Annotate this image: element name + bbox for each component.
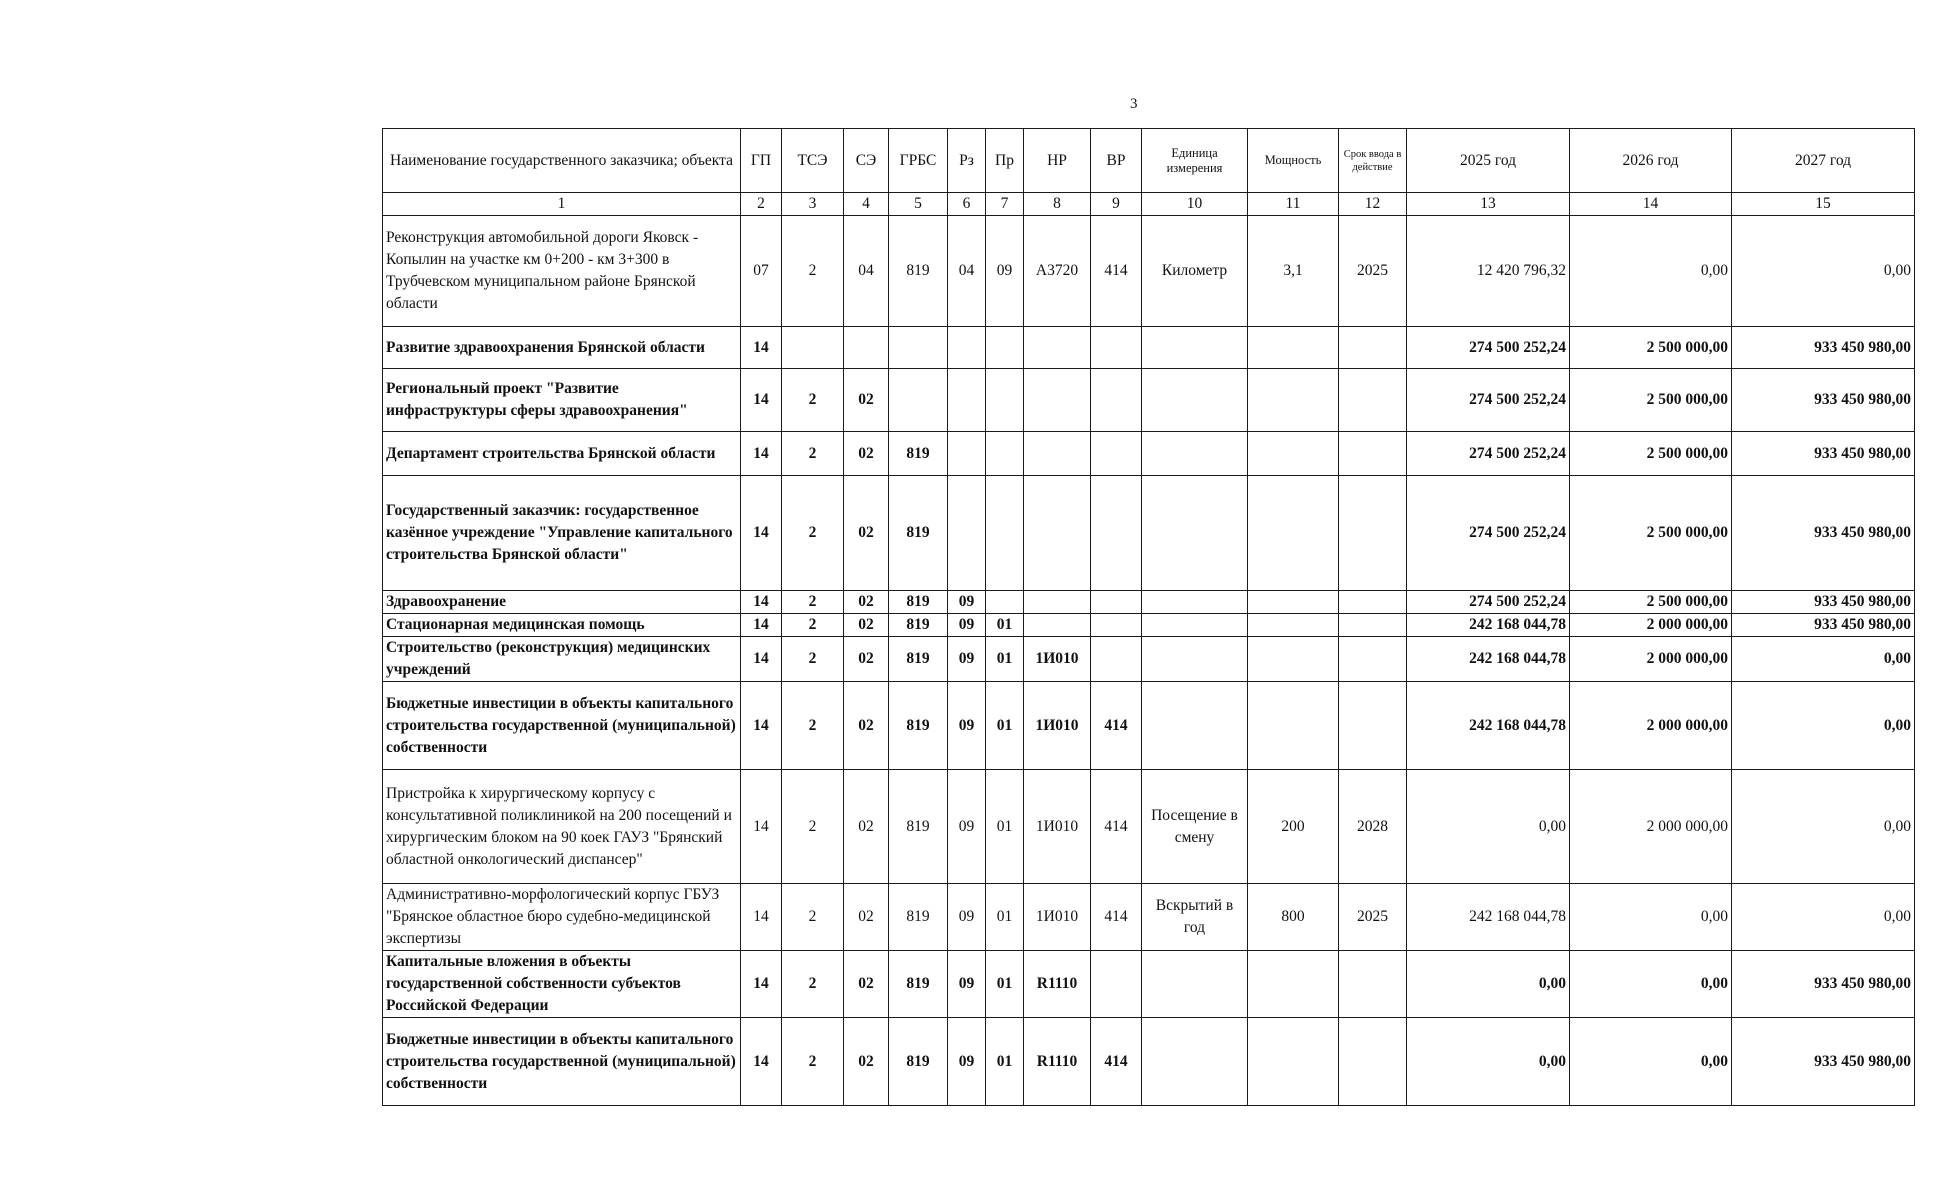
unit-cell	[1142, 614, 1248, 637]
pr-cell	[986, 327, 1024, 369]
pr-cell	[986, 432, 1024, 476]
grbs-cell: 819	[889, 432, 948, 476]
amount-2026-cell: 2 500 000,00	[1570, 369, 1732, 432]
object-name-cell: Стационарная медицинская помощь	[383, 614, 741, 637]
table-row	[383, 614, 1915, 637]
capacity-cell: 3,1	[1248, 216, 1339, 327]
grbs-cell: 819	[889, 1018, 948, 1106]
header-cell: ВР	[1091, 129, 1142, 193]
table-row	[383, 682, 1915, 770]
unit-cell: Вскрытий в год	[1142, 884, 1248, 951]
nr-cell	[1024, 476, 1091, 591]
capacity-cell	[1248, 951, 1339, 1018]
capacity-cell	[1248, 327, 1339, 369]
tse-cell: 2	[782, 432, 844, 476]
vr-cell	[1091, 432, 1142, 476]
table-row	[383, 770, 1915, 884]
amount-2026-cell: 0,00	[1570, 216, 1732, 327]
grbs-cell: 819	[889, 476, 948, 591]
amount-2026-cell: 2 000 000,00	[1570, 770, 1732, 884]
nr-cell: 1И010	[1024, 770, 1091, 884]
amount-2026-cell: 0,00	[1570, 951, 1732, 1018]
grbs-cell: 819	[889, 216, 948, 327]
gp-cell: 14	[741, 884, 782, 951]
amount-2026-cell: 2 000 000,00	[1570, 637, 1732, 682]
object-name-cell: Государственный заказчик: государственное казённое учреждение "Управление капитального строительства Брянской области"	[383, 476, 741, 591]
header-cell: Рз	[948, 129, 986, 193]
column-number-cell: 10	[1142, 193, 1248, 216]
vr-cell	[1091, 591, 1142, 614]
amount-2026-cell: 2 500 000,00	[1570, 476, 1732, 591]
commission-year-cell	[1339, 951, 1407, 1018]
commission-year-cell: 2025	[1339, 216, 1407, 327]
table-row	[383, 637, 1915, 682]
object-name-cell: Развитие здравоохранения Брянской области	[383, 327, 741, 369]
nr-cell	[1024, 614, 1091, 637]
se-cell: 02	[844, 432, 889, 476]
capacity-cell: 200	[1248, 770, 1339, 884]
tse-cell: 2	[782, 951, 844, 1018]
amount-2026-cell: 2 500 000,00	[1570, 327, 1732, 369]
tse-cell: 2	[782, 1018, 844, 1106]
tse-cell: 2	[782, 637, 844, 682]
se-cell: 02	[844, 369, 889, 432]
amount-2027-cell: 0,00	[1732, 216, 1915, 327]
object-name-cell: Реконструкция автомобильной дороги Яковск - Копылин на участке км 0+200 - км 3+300 в Трубчевском муниципальном районе Брянской области	[383, 216, 741, 327]
vr-cell: 414	[1091, 682, 1142, 770]
rz-cell	[948, 369, 986, 432]
commission-year-cell	[1339, 614, 1407, 637]
commission-year-cell	[1339, 637, 1407, 682]
amount-2025-cell: 242 168 044,78	[1407, 637, 1570, 682]
amount-2025-cell: 274 500 252,24	[1407, 591, 1570, 614]
tse-cell: 2	[782, 476, 844, 591]
capacity-cell	[1248, 614, 1339, 637]
unit-cell	[1142, 369, 1248, 432]
table-row	[383, 327, 1915, 369]
nr-cell	[1024, 432, 1091, 476]
se-cell: 02	[844, 476, 889, 591]
amount-2025-cell: 242 168 044,78	[1407, 884, 1570, 951]
vr-cell	[1091, 637, 1142, 682]
rz-cell	[948, 476, 986, 591]
amount-2027-cell: 933 450 980,00	[1732, 591, 1915, 614]
page-number: 3	[1130, 96, 1138, 112]
gp-cell: 14	[741, 369, 782, 432]
pr-cell	[986, 591, 1024, 614]
column-number-cell: 6	[948, 193, 986, 216]
nr-cell	[1024, 369, 1091, 432]
vr-cell	[1091, 476, 1142, 591]
column-number-cell: 3	[782, 193, 844, 216]
grbs-cell: 819	[889, 614, 948, 637]
header-cell: Наименование государственного заказчика; объекта	[383, 129, 741, 193]
pr-cell: 01	[986, 614, 1024, 637]
unit-cell	[1142, 637, 1248, 682]
nr-cell: R1110	[1024, 1018, 1091, 1106]
header-cell: ГП	[741, 129, 782, 193]
commission-year-cell: 2025	[1339, 884, 1407, 951]
pr-cell: 09	[986, 216, 1024, 327]
amount-2025-cell: 242 168 044,78	[1407, 682, 1570, 770]
gp-cell: 07	[741, 216, 782, 327]
vr-cell	[1091, 369, 1142, 432]
commission-year-cell	[1339, 369, 1407, 432]
capacity-cell	[1248, 682, 1339, 770]
budget-table	[382, 128, 1915, 1106]
grbs-cell: 819	[889, 591, 948, 614]
column-number-cell: 13	[1407, 193, 1570, 216]
se-cell: 02	[844, 770, 889, 884]
amount-2025-cell: 242 168 044,78	[1407, 614, 1570, 637]
nr-cell: А3720	[1024, 216, 1091, 327]
amount-2025-cell: 0,00	[1407, 1018, 1570, 1106]
nr-cell: 1И010	[1024, 884, 1091, 951]
unit-cell	[1142, 476, 1248, 591]
tse-cell: 2	[782, 591, 844, 614]
rz-cell	[948, 327, 986, 369]
tse-cell: 2	[782, 614, 844, 637]
rz-cell: 04	[948, 216, 986, 327]
gp-cell: 14	[741, 614, 782, 637]
amount-2026-cell: 2 000 000,00	[1570, 614, 1732, 637]
unit-cell: Посещение в смену	[1142, 770, 1248, 884]
unit-cell	[1142, 682, 1248, 770]
vr-cell: 414	[1091, 884, 1142, 951]
table-row	[383, 591, 1915, 614]
nr-cell: R1110	[1024, 951, 1091, 1018]
amount-2026-cell: 0,00	[1570, 884, 1732, 951]
amount-2025-cell: 12 420 796,32	[1407, 216, 1570, 327]
amount-2027-cell: 0,00	[1732, 682, 1915, 770]
amount-2025-cell: 274 500 252,24	[1407, 369, 1570, 432]
object-name-cell: Департамент строительства Брянской области	[383, 432, 741, 476]
commission-year-cell	[1339, 327, 1407, 369]
pr-cell	[986, 476, 1024, 591]
amount-2025-cell: 0,00	[1407, 951, 1570, 1018]
se-cell: 04	[844, 216, 889, 327]
table-row	[383, 432, 1915, 476]
amount-2026-cell: 2 500 000,00	[1570, 432, 1732, 476]
tse-cell: 2	[782, 369, 844, 432]
header-cell: Мощность	[1248, 129, 1339, 193]
se-cell: 02	[844, 1018, 889, 1106]
se-cell: 02	[844, 682, 889, 770]
header-cell: ТСЭ	[782, 129, 844, 193]
gp-cell: 14	[741, 637, 782, 682]
gp-cell: 14	[741, 682, 782, 770]
unit-cell	[1142, 1018, 1248, 1106]
pr-cell: 01	[986, 1018, 1024, 1106]
gp-cell: 14	[741, 591, 782, 614]
column-number-cell: 1	[383, 193, 741, 216]
grbs-cell	[889, 327, 948, 369]
vr-cell: 414	[1091, 1018, 1142, 1106]
se-cell: 02	[844, 884, 889, 951]
gp-cell: 14	[741, 432, 782, 476]
amount-2027-cell: 0,00	[1732, 884, 1915, 951]
rz-cell: 09	[948, 951, 986, 1018]
column-number-cell: 8	[1024, 193, 1091, 216]
vr-cell: 414	[1091, 770, 1142, 884]
header-cell: 2026 год	[1570, 129, 1732, 193]
column-number-cell: 14	[1570, 193, 1732, 216]
amount-2025-cell: 274 500 252,24	[1407, 432, 1570, 476]
column-number-cell: 5	[889, 193, 948, 216]
gp-cell: 14	[741, 1018, 782, 1106]
table-row	[383, 216, 1915, 327]
nr-cell	[1024, 591, 1091, 614]
gp-cell: 14	[741, 476, 782, 591]
table-row	[383, 951, 1915, 1018]
header-cell: Срок ввода в действие	[1339, 129, 1407, 193]
table-row	[383, 884, 1915, 951]
rz-cell: 09	[948, 770, 986, 884]
header-cell: ГРБС	[889, 129, 948, 193]
commission-year-cell	[1339, 591, 1407, 614]
gp-cell: 14	[741, 951, 782, 1018]
column-number-row	[383, 193, 1915, 216]
unit-cell	[1142, 951, 1248, 1018]
column-number-cell: 9	[1091, 193, 1142, 216]
grbs-cell: 819	[889, 951, 948, 1018]
rz-cell	[948, 432, 986, 476]
pr-cell: 01	[986, 884, 1024, 951]
header-cell: Пр	[986, 129, 1024, 193]
grbs-cell: 819	[889, 770, 948, 884]
unit-cell	[1142, 327, 1248, 369]
object-name-cell: Региональный проект "Развитие инфраструктуры сферы здравоохранения"	[383, 369, 741, 432]
rz-cell: 09	[948, 884, 986, 951]
grbs-cell: 819	[889, 884, 948, 951]
amount-2027-cell: 933 450 980,00	[1732, 327, 1915, 369]
capacity-cell	[1248, 591, 1339, 614]
amount-2025-cell: 274 500 252,24	[1407, 476, 1570, 591]
se-cell	[844, 327, 889, 369]
amount-2025-cell: 0,00	[1407, 770, 1570, 884]
capacity-cell	[1248, 1018, 1339, 1106]
header-cell: 2027 год	[1732, 129, 1915, 193]
table-row	[383, 1018, 1915, 1106]
amount-2027-cell: 933 450 980,00	[1732, 1018, 1915, 1106]
object-name-cell: Бюджетные инвестиции в объекты капитального строительства государственной (муниципальной) собственности	[383, 682, 741, 770]
se-cell: 02	[844, 591, 889, 614]
capacity-cell	[1248, 369, 1339, 432]
capacity-cell	[1248, 637, 1339, 682]
amount-2027-cell: 933 450 980,00	[1732, 614, 1915, 637]
pr-cell: 01	[986, 951, 1024, 1018]
tse-cell	[782, 327, 844, 369]
column-number-cell: 7	[986, 193, 1024, 216]
grbs-cell: 819	[889, 682, 948, 770]
commission-year-cell	[1339, 1018, 1407, 1106]
nr-cell: 1И010	[1024, 637, 1091, 682]
column-number-cell: 11	[1248, 193, 1339, 216]
rz-cell: 09	[948, 1018, 986, 1106]
object-name-cell: Административно-морфологический корпус ГБУЗ "Брянское областное бюро судебно-медицинской экспертизы	[383, 884, 741, 951]
object-name-cell: Пристройка к хирургическому корпусу с консультативной поликлиникой на 200 посещений и хирургическим блоком на 90 коек ГАУЗ "Брянский областной онкологический диспансер"	[383, 770, 741, 884]
rz-cell: 09	[948, 591, 986, 614]
tse-cell: 2	[782, 884, 844, 951]
capacity-cell	[1248, 476, 1339, 591]
column-number-cell: 2	[741, 193, 782, 216]
vr-cell	[1091, 614, 1142, 637]
tse-cell: 2	[782, 216, 844, 327]
rz-cell: 09	[948, 682, 986, 770]
amount-2027-cell: 933 450 980,00	[1732, 476, 1915, 591]
se-cell: 02	[844, 951, 889, 1018]
grbs-cell	[889, 369, 948, 432]
commission-year-cell	[1339, 432, 1407, 476]
rz-cell: 09	[948, 614, 986, 637]
amount-2026-cell: 2 500 000,00	[1570, 591, 1732, 614]
amount-2027-cell: 0,00	[1732, 770, 1915, 884]
grbs-cell: 819	[889, 637, 948, 682]
nr-cell	[1024, 327, 1091, 369]
header-cell: НР	[1024, 129, 1091, 193]
amount-2025-cell: 274 500 252,24	[1407, 327, 1570, 369]
commission-year-cell: 2028	[1339, 770, 1407, 884]
pr-cell: 01	[986, 637, 1024, 682]
unit-cell: Километр	[1142, 216, 1248, 327]
amount-2027-cell: 933 450 980,00	[1732, 432, 1915, 476]
pr-cell: 01	[986, 770, 1024, 884]
commission-year-cell	[1339, 682, 1407, 770]
amount-2026-cell: 0,00	[1570, 1018, 1732, 1106]
object-name-cell: Бюджетные инвестиции в объекты капитального строительства государственной (муниципальной) собственности	[383, 1018, 741, 1106]
amount-2026-cell: 2 000 000,00	[1570, 682, 1732, 770]
column-number-cell: 12	[1339, 193, 1407, 216]
tse-cell: 2	[782, 770, 844, 884]
header-cell: 2025 год	[1407, 129, 1570, 193]
gp-cell: 14	[741, 770, 782, 884]
capacity-cell	[1248, 432, 1339, 476]
vr-cell: 414	[1091, 216, 1142, 327]
column-number-cell: 15	[1732, 193, 1915, 216]
se-cell: 02	[844, 637, 889, 682]
object-name-cell: Строительство (реконструкция) медицинских учреждений	[383, 637, 741, 682]
unit-cell	[1142, 432, 1248, 476]
pr-cell	[986, 369, 1024, 432]
amount-2027-cell: 933 450 980,00	[1732, 951, 1915, 1018]
unit-cell	[1142, 591, 1248, 614]
object-name-cell: Здравоохранение	[383, 591, 741, 614]
table-row	[383, 369, 1915, 432]
object-name-cell: Капитальные вложения в объекты государственной собственности субъектов Российской Федерации	[383, 951, 741, 1018]
column-number-cell: 4	[844, 193, 889, 216]
rz-cell: 09	[948, 637, 986, 682]
commission-year-cell	[1339, 476, 1407, 591]
amount-2027-cell: 0,00	[1732, 637, 1915, 682]
header-row	[383, 129, 1915, 193]
capacity-cell: 800	[1248, 884, 1339, 951]
vr-cell	[1091, 951, 1142, 1018]
header-cell: СЭ	[844, 129, 889, 193]
nr-cell: 1И010	[1024, 682, 1091, 770]
pr-cell: 01	[986, 682, 1024, 770]
tse-cell: 2	[782, 682, 844, 770]
table-row	[383, 476, 1915, 591]
gp-cell: 14	[741, 327, 782, 369]
amount-2027-cell: 933 450 980,00	[1732, 369, 1915, 432]
header-cell: Единица измерения	[1142, 129, 1248, 193]
se-cell: 02	[844, 614, 889, 637]
vr-cell	[1091, 327, 1142, 369]
